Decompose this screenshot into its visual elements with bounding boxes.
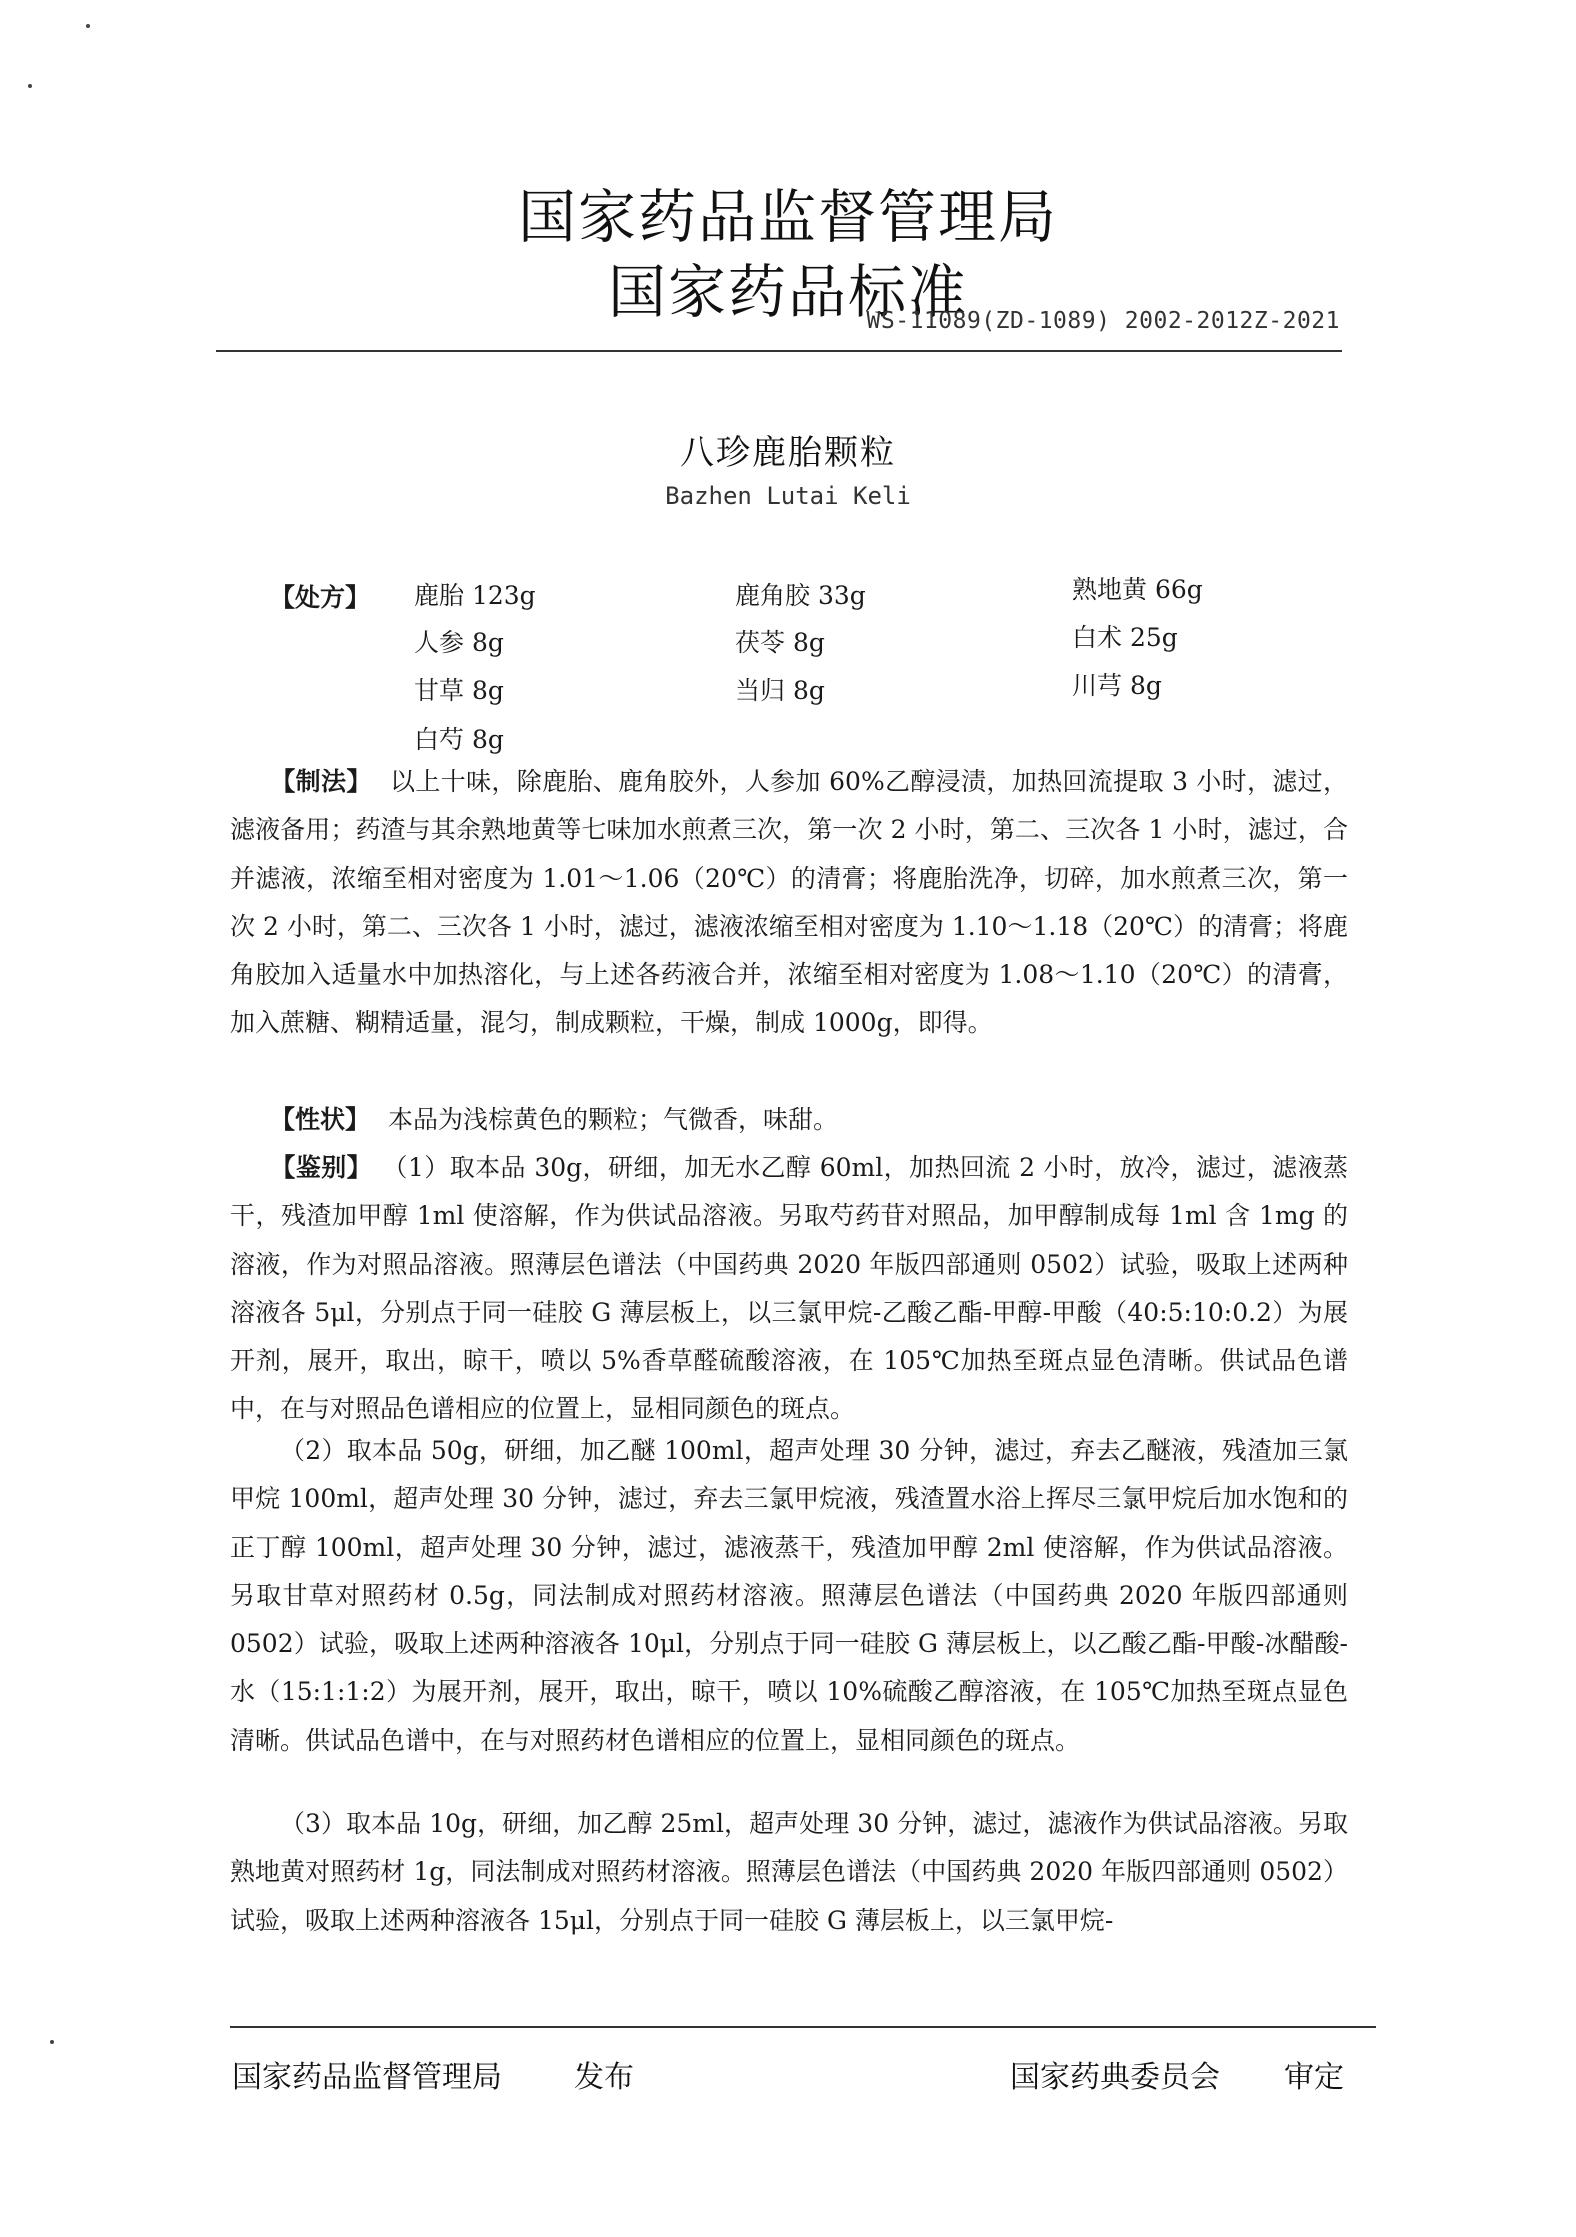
ingredient: 鹿角胶 33g <box>735 581 866 610</box>
ingredient: 茯苓 8g <box>735 628 825 657</box>
footer-issue-action: 发布 <box>574 2060 634 2095</box>
standard-code: WS-11089(ZD-1089) 2002-2012Z-2021 <box>866 308 1340 334</box>
identification-text-1: （1）取本品 30g，研细，加无水乙醇 60ml，加热回流 2 小时，放冷，滤过，滤液蒸干，残渣加甲醇 1ml 使溶解，作为供试品溶液。另取芍药苷对照品，加甲醇制成每 1ml 含 1mg 的溶液，作为对照品溶液。照薄层色谱法（中国药典 2020 年版四部通则 0502）试验，吸取上述两种溶液各 5μl，分别点于同一硅胶 G 薄层板上，以三氯甲烷-乙酸乙酯-甲醇-甲酸（40:5:10:0.2）为展开剂，展开，取出，晾干，喷以 5%香草醛硫酸溶液，在 105℃加热至斑点显色清晰。供试品色谱中，在与对照品色谱相应的位置上，显相同颜色的斑点。 <box>230 1153 1348 1424</box>
identification-item-2: （2）取本品 50g，研细，加乙醚 100ml，超声处理 30 分钟，滤过，弃去乙醚液，残渣加三氯甲烷 100ml，超声处理 30 分钟，滤过，弃去三氯甲烷液，残渣置水浴上挥尽三氯甲烷后加水饱和的正丁醇 100ml，超声处理 30 分钟，滤过，滤液蒸干，残渣加甲醇 2ml 使溶解，作为供试品溶液。另取甘草对照药材 0.5g，同法制成对照药材溶液。照薄层色谱法（中国药典 2020 年版四部通则 0502）试验，吸取上述两种溶液各 10μl，分别点于同一硅胶 G 薄层板上，以乙酸乙酯-甲酸-冰醋酸-水（15:1:1:2）为展开剂，展开，取出，晾干，喷以 10%硫酸乙醇溶液，在 105℃加热至斑点显色清晰。供试品色谱中，在与对照药材色谱相应的位置上，显相同颜色的斑点。 <box>230 1436 1348 1755</box>
preparation-label: 【制法】 <box>270 767 372 796</box>
prescription-label: 【处方】 <box>270 583 371 612</box>
preparation-text: 以上十味，除鹿胎、鹿角胶外，人参加 60%乙醇浸渍，加热回流提取 3 小时，滤过，滤液备用；药渣与其余熟地黄等七味加水煎煮三次，第一次 2 小时，第二、三次各 1 小时，滤过，合并滤液，浓缩至相对密度为 1.01～1.06（20℃）的清膏；将鹿胎洗净，切碎，加水煎煮三次，第一次 2 小时，第二、三次各 1 小时，滤过，滤液浓缩至相对密度为 1.10～1.18（20℃）的清膏；将鹿角胶加入适量水中加热溶化，与上述各药液合并，浓缩至相对密度为 1.08～1.10（20℃）的清膏，加入蔗糖、糊精适量，混匀，制成颗粒，干燥，制成 1000g，即得。 <box>230 767 1348 1038</box>
characteristics-label: 【性状】 <box>270 1105 371 1134</box>
product-pinyin: Bazhen Lutai Keli <box>665 482 911 510</box>
scan-speck <box>86 24 90 28</box>
footer-reviewer: 国家药典委员会 <box>1010 2060 1220 2095</box>
preparation-section <box>230 758 1348 1048</box>
footer-issuer: 国家药品监督管理局 <box>232 2060 502 2095</box>
characteristics-section <box>230 1096 1348 1144</box>
footer-review-action: 审定 <box>1284 2060 1344 2095</box>
scan-speck <box>50 2040 54 2044</box>
characteristics-text: 本品为浅棕黄色的颗粒；气微香，味甜。 <box>388 1105 839 1134</box>
ingredient: 人参 8g <box>414 628 504 657</box>
ingredient: 鹿胎 123g <box>414 581 536 610</box>
ingredient: 甘草 8g <box>414 676 504 705</box>
identification-item-3: （3）取本品 10g，研细，加乙醇 25ml，超声处理 30 分钟，滤过，滤液作为供试品溶液。另取熟地黄对照药材 1g，同法制成对照药材溶液。照薄层色谱法（中国药典 2020 年版四部通则 0502）试验，吸取上述两种溶液各 15μl，分别点于同一硅胶 G 薄层板上，以三氯甲烷- <box>230 1809 1348 1935</box>
scan-speck <box>28 84 32 88</box>
standard-title: 国家药品标准 <box>607 258 968 326</box>
agency-title: 国家药品监督管理局 <box>517 183 1058 251</box>
ingredient: 白术 25g <box>1072 623 1178 652</box>
ingredient: 川芎 8g <box>1072 671 1162 700</box>
ingredient: 当归 8g <box>735 676 825 705</box>
identification-label: 【鉴别】 <box>270 1153 373 1182</box>
ingredient: 白芍 8g <box>414 725 504 754</box>
identification-item-1 <box>230 1144 1348 1434</box>
header-divider <box>216 350 1342 352</box>
footer-divider <box>230 2026 1376 2028</box>
ingredient: 熟地黄 66g <box>1072 575 1203 604</box>
product-name: 八珍鹿胎颗粒 <box>680 433 896 473</box>
